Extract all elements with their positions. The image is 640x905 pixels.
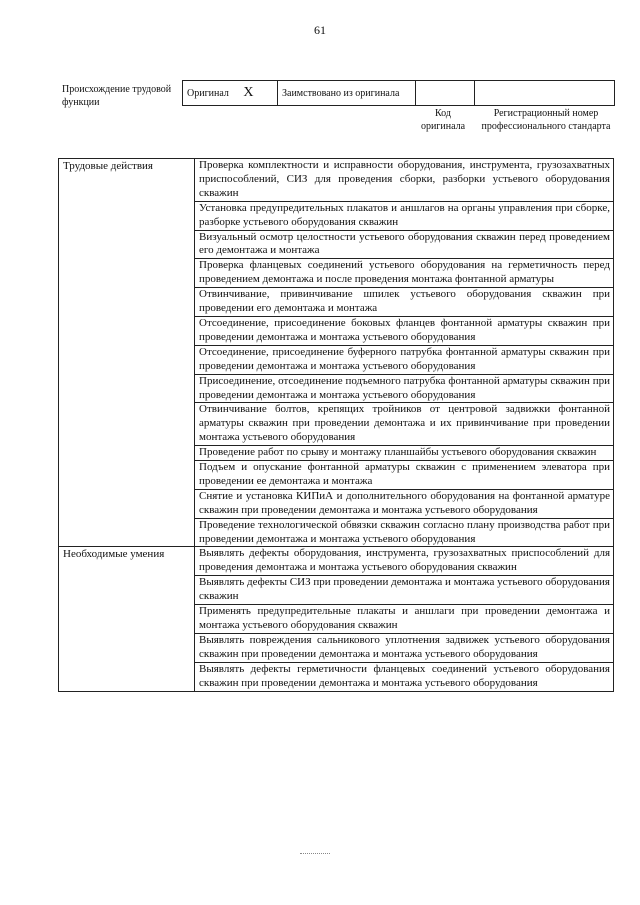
section-item: Выявлять дефекты оборудования, инструмента, грузозахватных приспособлений для проведения демонтажа и монтажа устьевого оборудования скважин [195,547,614,576]
footer-divider [300,853,330,854]
original-label: Оригинал [187,88,229,99]
section-heading: Необходимые умения [59,547,195,691]
section-item: Визуальный осмотр целостности устьевого оборудования скважин перед проведением его демонтажа и монтажа [195,230,614,259]
section-item: Выявлять дефекты СИЗ при проведении демонтажа и монтажа устьевого оборудования скважин [195,576,614,605]
code-cell [416,81,475,106]
original-cell [183,81,278,106]
code-caption: Код оригинала [420,108,466,132]
table-row [59,547,614,576]
origin-label: Происхождение трудовой функции [62,84,172,108]
table-row [59,159,614,202]
section-item: Проверка фланцевых соединений устьевого оборудования на герметичность перед проведением демонтажа и после проведения монтажа фонтанной арматуры [195,259,614,288]
origin-table [182,80,615,106]
section-item: Выявлять повреждения сальникового уплотнения задвижек устьевого оборудования скважин при проведении демонтажа и монтажа устьевого оборудования [195,633,614,662]
section-item: Проведение технологической обвязки скважин согласно плану производства работ при проведении демонтажа и монтажа устьевого оборудования [195,518,614,547]
borrowed-cell: Заимствовано из оригинала [278,81,416,106]
section-item: Выявлять дефекты герметичности фланцевых соединений устьевого оборудования скважин при проведении демонтажа и монтажа устьевого оборудования [195,662,614,691]
reg-number-caption: Регистрационный номер профессионального стандарта [481,108,611,132]
section-item: Установка предупредительных плакатов и аншлагов на органы управления при сборке, разборке устьевого оборудования скважин [195,201,614,230]
reg-number-cell [475,81,615,106]
section-item: Снятие и установка КИПиА и дополнительного оборудования на фонтанной арматуре скважин при проведении демонтажа и монтажа устьевого оборудования [195,489,614,518]
section-item: Отвинчивание болтов, крепящих тройников от центровой задвижки фонтанной арматуры скважин при проведении демонтажа и их привинчивание при проведении монтажа устьевого оборудования [195,403,614,446]
section-item: Отвинчивание, привинчивание шпилек устьевого оборудования скважин при проведении его демонтажа и монтажа [195,288,614,317]
section-item: Подъем и опускание фонтанной арматуры скважин с применением элеватора при проведении ее демонтажа и монтажа [195,461,614,490]
page-number: 61 [314,23,326,37]
original-mark: X [243,85,254,100]
section-item: Отсоединение, присоединение буферного патрубка фонтанной арматуры скважин при проведении демонтажа и монтажа устьевого оборудования [195,345,614,374]
labor-function-table [58,158,614,692]
section-item: Проверка комплектности и исправности оборудования, инструмента, грузозахватных приспособлений, СИЗ для проведения сборки, разборки устьевого оборудования скважин [195,159,614,202]
section-heading: Трудовые действия [59,159,195,547]
section-item: Отсоединение, присоединение боковых фланцев фонтанной арматуры скважин при проведении демонтажа и монтажа устьевого оборудования [195,316,614,345]
section-item: Проведение работ по срыву и монтажу планшайбы устьевого оборудования скважин [195,446,614,461]
section-item: Присоединение, отсоединение подъемного патрубка фонтанной арматуры скважин при проведении демонтажа и монтажа устьевого оборудования [195,374,614,403]
section-item: Применять предупредительные плакаты и аншлаги при проведении демонтажа и монтажа устьевого оборудования скважин [195,605,614,634]
